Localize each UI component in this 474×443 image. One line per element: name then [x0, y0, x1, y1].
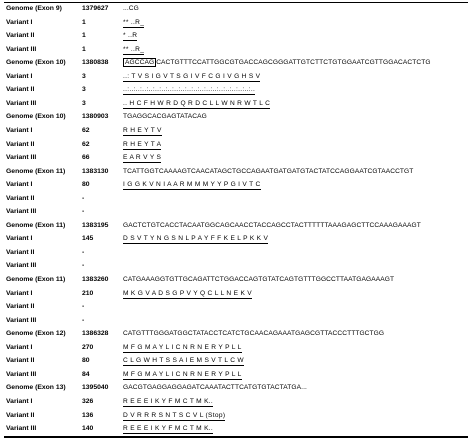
row-position: 1 — [82, 45, 86, 53]
row-label: Variant II — [6, 32, 35, 40]
row-label: Variant II — [6, 303, 35, 311]
protein-sequence: M F G M A Y L I C N R N E R Y P L L — [123, 370, 242, 378]
variant-row — [4, 207, 468, 218]
bottom-rule — [4, 436, 468, 438]
protein-sequence: M K G V A D S G P V Y Q C L L N E K V — [123, 289, 252, 297]
row-position: - — [82, 194, 85, 202]
row-position: 1383260 — [82, 276, 109, 283]
row-position: 80 — [82, 357, 90, 365]
row-position: - — [82, 262, 85, 270]
row-label: Variant II — [6, 194, 35, 202]
row-position: - — [82, 316, 85, 324]
row-label: Genome (Exon 13) — [6, 384, 66, 392]
dna-sequence: TGAGGCACGAGTATACAG — [123, 113, 207, 121]
row-position: 84 — [82, 370, 90, 378]
row-position: 140 — [82, 425, 94, 433]
variant-row — [4, 316, 468, 327]
row-position: 80 — [82, 181, 90, 189]
row-position: 1386328 — [82, 330, 109, 338]
protein-sequence: D V R R R S N T S C V L (Stop) — [123, 411, 226, 419]
dna-sequence: GACGTGAGGAGGAGATCAAATACTTCATGTGTACTATGA... — [123, 384, 307, 392]
variant-row — [4, 234, 468, 245]
genome-row — [4, 329, 468, 340]
variant-row — [4, 72, 468, 83]
variant-row — [4, 302, 468, 313]
variant-row — [4, 370, 468, 381]
row-label: Variant I — [6, 235, 33, 243]
row-label: Variant II — [6, 411, 35, 419]
row-label: Variant II — [6, 140, 35, 148]
dna-sequence — [123, 58, 431, 67]
row-position: 1380903 — [82, 113, 109, 121]
protein-sequence: ** ..R_ — [123, 45, 145, 53]
protein-sequence: ** ..R_ — [123, 18, 145, 26]
row-label: Genome (Exon 11) — [6, 221, 66, 229]
protein-sequence: .. H C F H W R D Q R D C L L W N R W T L C — [123, 99, 271, 107]
row-position: 145 — [82, 235, 94, 243]
dna-sequence: CATGTTTGGGATGGCTATACCTCATCTGCAACAGAAATGAGCGTTACCCTTTGCTGG — [123, 330, 385, 338]
sequence-text: CACTGTTTCCATTGGCGTGACCAGCGGGATTGTCTTCTGTGGAATCGTTGGACACTCTG — [156, 59, 431, 67]
protein-sequence: E A R V Y S — [123, 154, 162, 162]
protein-sequence: * ..R — [123, 32, 138, 40]
variant-row — [4, 424, 468, 435]
row-label: Variant II — [6, 248, 35, 256]
row-label: Genome (Exon 12) — [6, 330, 66, 338]
row-label: Variant III — [6, 154, 37, 162]
row-label: Variant II — [6, 86, 35, 94]
protein-sequence: D S V T Y N G S N L P A Y F F K E L P K K V — [123, 235, 269, 243]
row-position: 1379627 — [82, 5, 109, 12]
row-label: Variant III — [6, 425, 37, 433]
row-position: 136 — [82, 411, 94, 419]
row-position: 62 — [82, 140, 90, 148]
row-label: Variant III — [6, 99, 37, 107]
row-position: 1 — [82, 32, 86, 40]
variant-row — [4, 31, 468, 42]
row-position: 326 — [82, 397, 94, 405]
row-position: 3 — [82, 72, 86, 80]
genome-row — [4, 58, 468, 69]
variant-row — [4, 140, 468, 151]
protein-sequence: ..: T V S I G V T S G I V F C G I V G H S V — [123, 72, 261, 80]
protein-sequence: R E E E I K Y F M C T M K.. — [123, 425, 214, 433]
row-position: 66 — [82, 154, 90, 162]
variant-row — [4, 153, 468, 164]
row-label: Variant I — [6, 126, 33, 134]
row-label: Variant III — [6, 208, 37, 216]
row-label: Variant II — [6, 357, 35, 365]
variant-row — [4, 397, 468, 408]
protein-sequence: R H E Y T A — [123, 140, 162, 148]
row-label: Variant I — [6, 397, 33, 405]
variant-row — [4, 85, 468, 96]
row-position: 1380838 — [82, 59, 109, 67]
row-position: 3 — [82, 99, 86, 107]
dna-sequence: GACTCTGTCACCTACAATGGCAGCAACCTACCAGCCTACTTTTTTAAAGAGCTTCCAAAGAAAGT — [123, 221, 421, 229]
genome-row — [4, 383, 468, 394]
row-position: 270 — [82, 343, 94, 351]
row-position: - — [82, 248, 85, 256]
dna-sequence: ...CG — [123, 5, 139, 12]
row-label: Variant I — [6, 72, 33, 80]
variant-row — [4, 18, 468, 29]
row-position: 62 — [82, 126, 90, 134]
variant-row — [4, 411, 468, 422]
variant-row — [4, 126, 468, 137]
row-label: Variant III — [6, 316, 37, 324]
genome-row — [4, 275, 468, 286]
row-label: Variant III — [6, 370, 37, 378]
variant-row — [4, 45, 468, 56]
row-position: 1 — [82, 18, 86, 26]
row-position: 1383195 — [82, 221, 109, 229]
variant-row — [4, 289, 468, 300]
row-label: Genome (Exon 11) — [6, 167, 66, 175]
row-label: Variant I — [6, 18, 33, 26]
variant-row — [4, 99, 468, 110]
row-position: - — [82, 208, 85, 216]
variant-row — [4, 343, 468, 354]
protein-sequence: M F G M A Y L I C N R N E R Y P L L — [123, 343, 242, 351]
protein-sequence: C L G W H T S S A I E M S V T L C W — [123, 357, 244, 365]
genome-row — [4, 167, 468, 178]
variant-row — [4, 194, 468, 205]
row-label: Variant III — [6, 45, 37, 53]
row-position: 1383130 — [82, 167, 109, 175]
dna-sequence: TCATTGGTCAAAAGTCAACATAGCTGCCAGAATGATGATGTACTATCCAGGAATCGTAACCTGT — [123, 167, 414, 175]
row-label: Variant I — [6, 343, 33, 351]
genome-row — [4, 112, 468, 123]
boxed-sequence: AGCCAG — [125, 59, 155, 67]
variant-row — [4, 248, 468, 259]
genome-row — [4, 221, 468, 232]
variant-row — [4, 356, 468, 367]
row-position: 210 — [82, 289, 94, 297]
row-label: Variant III — [6, 262, 37, 270]
row-label: Genome (Exon 11) — [6, 276, 66, 283]
protein-sequence: I G G K V N I A A R M M M Y Y P G I V T C — [123, 181, 261, 189]
dna-sequence: CATGAAAGGTGTTGCAGATTCTGGACCAGTGTATCAGTGTTTGGCCTTAATGAGAAAGT — [123, 276, 395, 283]
protein-sequence: R E E E I K Y F M C T M K.. — [123, 397, 214, 405]
variant-row — [4, 180, 468, 191]
row-label: Variant I — [6, 181, 33, 189]
row-position: 3 — [82, 86, 86, 94]
row-position: 1395040 — [82, 384, 109, 392]
variant-row — [4, 261, 468, 272]
row-position: - — [82, 303, 85, 311]
row-label: Genome (Exon 10) — [6, 113, 66, 121]
row-label: Variant I — [6, 289, 33, 297]
top-rule — [4, 2, 468, 3]
protein-sequence: ..:..:..:..:..:..:..:..:..:..:..:..:..:..:..:..:..:..:..:..:.. — [123, 86, 256, 94]
row-label: Genome (Exon 10) — [6, 59, 66, 67]
row-label: Genome (Exon 9) — [6, 5, 62, 12]
protein-sequence: R H E Y T V — [123, 126, 162, 134]
genome-row — [4, 4, 468, 15]
